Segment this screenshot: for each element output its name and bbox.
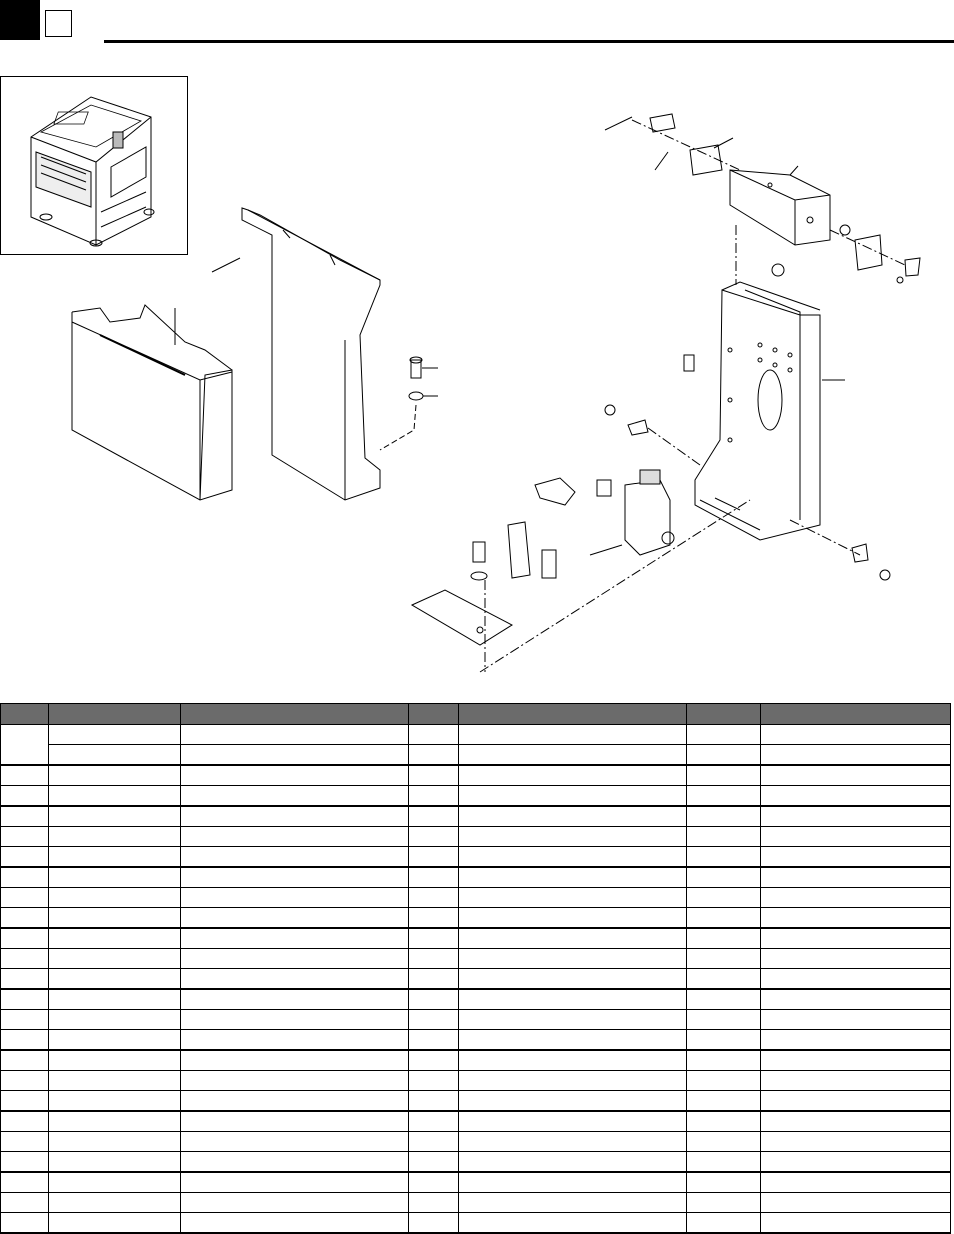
table-cell xyxy=(459,1050,687,1071)
table-cell xyxy=(1,969,49,990)
table-cell xyxy=(1,827,49,847)
table-cell xyxy=(409,969,459,990)
table-row xyxy=(1,989,951,1010)
table-cell xyxy=(459,1071,687,1091)
table-cell xyxy=(459,928,687,949)
table-cell xyxy=(409,1010,459,1030)
table-cell xyxy=(1,867,49,888)
table-cell xyxy=(409,928,459,949)
table-cell xyxy=(181,1071,409,1091)
table-cell xyxy=(687,1193,761,1213)
table-cell xyxy=(49,725,181,745)
table-cell xyxy=(687,1010,761,1030)
table-cell xyxy=(49,1050,181,1071)
table-row xyxy=(1,888,951,908)
table-cell xyxy=(181,1050,409,1071)
table-cell xyxy=(459,888,687,908)
table-cell xyxy=(49,1132,181,1152)
table-cell xyxy=(761,745,951,766)
table-cell xyxy=(409,827,459,847)
table-cell xyxy=(409,765,459,786)
table-cell xyxy=(181,1030,409,1051)
column-header xyxy=(761,704,951,725)
table-cell xyxy=(687,888,761,908)
table-row xyxy=(1,949,951,969)
table-row xyxy=(1,1010,951,1030)
table-cell xyxy=(409,1091,459,1112)
table-cell xyxy=(1,806,49,827)
table-cell xyxy=(49,1030,181,1051)
table-cell xyxy=(459,725,687,745)
panel-screw xyxy=(380,357,438,450)
table-cell xyxy=(687,949,761,969)
table-cell xyxy=(409,1152,459,1173)
table-cell xyxy=(1,1010,49,1030)
table-row xyxy=(1,1091,951,1112)
table-cell xyxy=(181,827,409,847)
table-cell xyxy=(409,1132,459,1152)
table-cell xyxy=(687,1152,761,1173)
table-cell xyxy=(409,908,459,929)
table-cell xyxy=(687,1030,761,1051)
table-cell xyxy=(761,949,951,969)
table-cell xyxy=(687,908,761,929)
table-cell xyxy=(49,806,181,827)
table-cell xyxy=(1,1071,49,1091)
table-cell xyxy=(687,928,761,949)
table-cell xyxy=(49,1193,181,1213)
table-row xyxy=(1,827,951,847)
table-row xyxy=(1,786,951,807)
column-header xyxy=(687,704,761,725)
table-cell xyxy=(761,806,951,827)
table-cell xyxy=(459,1132,687,1152)
table-row xyxy=(1,765,951,786)
table-cell xyxy=(459,908,687,929)
table-cell xyxy=(761,1111,951,1132)
table-cell xyxy=(761,1071,951,1091)
table-cell xyxy=(181,908,409,929)
table-cell xyxy=(49,827,181,847)
header-rule xyxy=(104,40,954,43)
table-row xyxy=(1,725,951,745)
column-header xyxy=(409,704,459,725)
table-cell xyxy=(409,847,459,868)
table-cell xyxy=(761,1132,951,1152)
table-cell xyxy=(761,786,951,807)
table-cell xyxy=(687,827,761,847)
table-cell xyxy=(181,786,409,807)
table-cell xyxy=(181,1213,409,1234)
table-cell xyxy=(181,1010,409,1030)
table-cell xyxy=(181,1193,409,1213)
cover-box-part xyxy=(72,305,232,500)
table-cell xyxy=(687,969,761,990)
t-panel-part xyxy=(212,208,380,500)
table-row xyxy=(1,806,951,827)
column-header xyxy=(459,704,687,725)
table-cell xyxy=(49,888,181,908)
table-cell xyxy=(1,765,49,786)
table-row xyxy=(1,1050,951,1071)
table-cell xyxy=(409,745,459,766)
table-cell xyxy=(49,1091,181,1112)
table-cell xyxy=(687,989,761,1010)
table-cell xyxy=(181,888,409,908)
table-cell xyxy=(761,1030,951,1051)
table-cell xyxy=(687,1213,761,1234)
table-cell xyxy=(409,867,459,888)
table-cell xyxy=(459,1152,687,1173)
table-cell xyxy=(409,1071,459,1091)
table-cell xyxy=(409,1050,459,1071)
table-cell xyxy=(49,949,181,969)
table-cell xyxy=(459,786,687,807)
table-cell xyxy=(409,1213,459,1234)
table-cell xyxy=(1,908,49,929)
table-cell xyxy=(687,745,761,766)
table-cell xyxy=(181,765,409,786)
table-cell xyxy=(181,1111,409,1132)
table-cell xyxy=(1,989,49,1010)
table-cell xyxy=(409,786,459,807)
table-cell xyxy=(687,1172,761,1193)
table-cell xyxy=(1,1091,49,1112)
table-cell xyxy=(181,969,409,990)
table-cell xyxy=(459,1111,687,1132)
table-row xyxy=(1,745,951,766)
table-cell xyxy=(687,1050,761,1071)
table-cell xyxy=(1,1050,49,1071)
table-row xyxy=(1,928,951,949)
table-cell xyxy=(181,1172,409,1193)
table-cell xyxy=(1,725,49,766)
table-cell xyxy=(181,867,409,888)
table-cell xyxy=(409,1172,459,1193)
table-cell xyxy=(1,1111,49,1132)
table-cell xyxy=(687,725,761,745)
table-cell xyxy=(1,1213,49,1234)
table-row xyxy=(1,1152,951,1173)
table-cell xyxy=(761,1172,951,1193)
table-cell xyxy=(687,1071,761,1091)
table-cell xyxy=(761,989,951,1010)
table-cell xyxy=(459,847,687,868)
table-row xyxy=(1,1071,951,1091)
table-cell xyxy=(181,847,409,868)
table-cell xyxy=(181,725,409,745)
table-cell xyxy=(459,1030,687,1051)
table-cell xyxy=(687,1111,761,1132)
table-cell xyxy=(181,949,409,969)
table-row xyxy=(1,1132,951,1152)
table-cell xyxy=(49,908,181,929)
table-cell xyxy=(409,888,459,908)
table-cell xyxy=(459,1010,687,1030)
valve-assembly-part xyxy=(508,470,674,578)
table-cell xyxy=(687,806,761,827)
table-cell xyxy=(1,928,49,949)
table-cell xyxy=(49,1152,181,1173)
table-row xyxy=(1,1030,951,1051)
exploded-view-svg xyxy=(0,60,954,700)
table-cell xyxy=(459,765,687,786)
table-cell xyxy=(49,989,181,1010)
table-cell xyxy=(761,1010,951,1030)
table-cell xyxy=(181,1152,409,1173)
table-cell xyxy=(459,1213,687,1234)
table-cell xyxy=(687,765,761,786)
table-cell xyxy=(409,1111,459,1132)
table-cell xyxy=(1,1030,49,1051)
table-cell xyxy=(49,969,181,990)
table-row xyxy=(1,1213,951,1234)
table-cell xyxy=(1,1152,49,1173)
table-cell xyxy=(761,725,951,745)
table-cell xyxy=(1,1193,49,1213)
table-cell xyxy=(409,725,459,745)
exploded-parts-diagram xyxy=(0,60,954,700)
table-row xyxy=(1,847,951,868)
main-bracket-part xyxy=(695,282,845,540)
table-cell xyxy=(761,1213,951,1234)
parts-table xyxy=(0,703,951,1234)
table-cell xyxy=(49,847,181,868)
table-cell xyxy=(459,827,687,847)
alignment-lines xyxy=(480,120,905,672)
table-cell xyxy=(459,989,687,1010)
table-cell xyxy=(459,806,687,827)
table-cell xyxy=(687,1091,761,1112)
table-cell xyxy=(761,1050,951,1071)
table-cell xyxy=(761,1193,951,1213)
table-cell xyxy=(761,765,951,786)
table-cell xyxy=(49,786,181,807)
header-outline-box xyxy=(45,10,72,37)
table-cell xyxy=(1,888,49,908)
table-cell xyxy=(49,928,181,949)
table-cell xyxy=(49,745,181,766)
table-cell xyxy=(761,888,951,908)
table-cell xyxy=(761,908,951,929)
table-cell xyxy=(459,1091,687,1112)
table-cell xyxy=(49,765,181,786)
table-cell xyxy=(459,1172,687,1193)
table-row xyxy=(1,1172,951,1193)
table-cell xyxy=(49,1071,181,1091)
table-cell xyxy=(409,1030,459,1051)
table-cell xyxy=(49,1172,181,1193)
header-black-box xyxy=(0,0,40,40)
table-cell xyxy=(687,847,761,868)
table-header-row xyxy=(1,704,951,725)
table-cell xyxy=(1,847,49,868)
table-cell xyxy=(761,867,951,888)
table-cell xyxy=(409,1193,459,1213)
table-cell xyxy=(459,969,687,990)
table-cell xyxy=(409,806,459,827)
table-row xyxy=(1,867,951,888)
table-cell xyxy=(181,928,409,949)
column-header xyxy=(181,704,409,725)
table-cell xyxy=(687,786,761,807)
table-cell xyxy=(181,989,409,1010)
column-header xyxy=(1,704,49,725)
table-cell xyxy=(687,867,761,888)
table-cell xyxy=(761,1091,951,1112)
table-cell xyxy=(761,1152,951,1173)
table-cell xyxy=(409,989,459,1010)
table-cell xyxy=(761,928,951,949)
table-cell xyxy=(49,1010,181,1030)
table-cell xyxy=(409,949,459,969)
table-row xyxy=(1,969,951,990)
table-cell xyxy=(181,1091,409,1112)
table-cell xyxy=(687,1132,761,1152)
table-cell xyxy=(181,745,409,766)
table-cell xyxy=(181,806,409,827)
table-cell xyxy=(49,867,181,888)
table-cell xyxy=(459,949,687,969)
table-row xyxy=(1,908,951,929)
table-cell xyxy=(181,1132,409,1152)
table-cell xyxy=(761,969,951,990)
table-row xyxy=(1,1193,951,1213)
table-cell xyxy=(49,1213,181,1234)
table-cell xyxy=(1,949,49,969)
table-cell xyxy=(1,1172,49,1193)
table-cell xyxy=(459,1193,687,1213)
table-cell xyxy=(761,827,951,847)
top-block-part xyxy=(730,166,830,245)
table-cell xyxy=(1,786,49,807)
table-cell xyxy=(49,1111,181,1132)
table-cell xyxy=(1,1132,49,1152)
column-header xyxy=(49,704,181,725)
table-cell xyxy=(761,847,951,868)
bottom-plate-part xyxy=(412,542,512,645)
table-cell xyxy=(459,867,687,888)
table-cell xyxy=(459,745,687,766)
table-row xyxy=(1,1111,951,1132)
